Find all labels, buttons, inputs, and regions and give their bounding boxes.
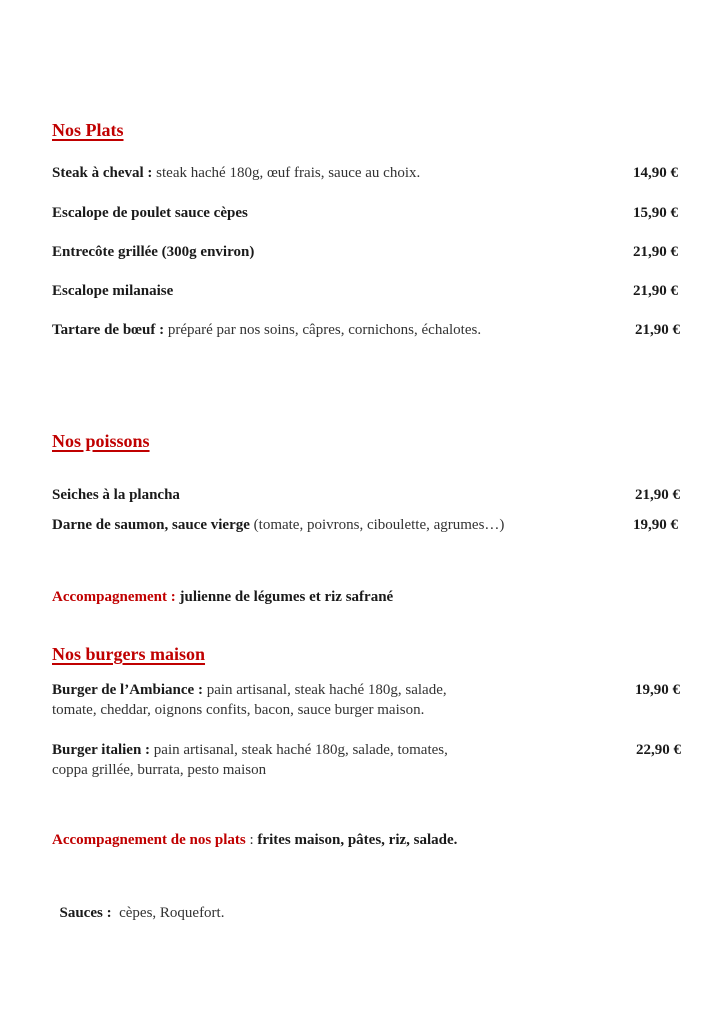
item-price: 21,90 €	[635, 487, 680, 503]
item-desc: pain artisanal, steak haché 180g, salade,	[202, 682, 447, 698]
sauces-label: Sauces :	[59, 905, 112, 921]
menu-item	[52, 740, 681, 780]
item-name: Burger de l’Ambiance :	[52, 682, 203, 698]
sides-label: Accompagnement de nos plats	[52, 832, 246, 848]
item-name: Entrecôte grillée (300g environ)	[52, 244, 255, 260]
item-price: 19,90 €	[633, 517, 678, 533]
item-name: Steak à cheval :	[52, 165, 153, 181]
menu-item	[52, 515, 678, 535]
sauces-value: cèpes, Roquefort.	[111, 905, 225, 921]
item-desc-line2: tomate, cheddar, oignons confits, bacon, sauce burger maison.	[52, 702, 425, 718]
menu-item	[52, 281, 678, 301]
menu-item	[52, 485, 680, 505]
poissons-side	[52, 587, 393, 607]
item-price: 14,90 €	[633, 165, 678, 181]
item-name: Escalope de poulet sauce cèpes	[52, 205, 248, 221]
menu-item	[52, 163, 678, 183]
item-price: 21,90 €	[633, 283, 678, 299]
sides-note	[52, 830, 457, 850]
item-name: Escalope milanaise	[52, 283, 174, 299]
side-value: julienne de légumes et riz safrané	[175, 589, 394, 605]
section-title-plats: Nos Plats	[52, 120, 124, 140]
item-desc: préparé par nos soins, câpres, cornichons, échalotes.	[164, 322, 482, 338]
item-name: Tartare de bœuf :	[52, 322, 165, 338]
menu-item	[52, 320, 680, 340]
sides-value: frites maison, pâtes, riz, salade.	[257, 832, 458, 848]
menu-item	[52, 242, 678, 262]
item-price: 21,90 €	[633, 244, 678, 260]
section-title-burgers: Nos burgers maison	[52, 644, 206, 664]
item-price: 15,90 €	[633, 205, 678, 221]
item-name: Burger italien :	[52, 742, 151, 758]
item-desc: steak haché 180g, œuf frais, sauce au choix.	[152, 165, 421, 181]
item-price: 21,90 €	[635, 322, 680, 338]
item-price: 19,90 €	[635, 682, 680, 698]
menu-item	[52, 203, 678, 223]
item-price: 22,90 €	[636, 742, 681, 758]
menu-item	[52, 680, 680, 720]
item-name: Darne de saumon, sauce vierge	[52, 517, 250, 533]
item-desc: pain artisanal, steak haché 180g, salade, tomates,	[150, 742, 448, 758]
sides-separator: :	[245, 832, 258, 848]
sauces-note	[52, 883, 224, 923]
side-label: Accompagnement :	[52, 589, 176, 605]
section-title-poissons: Nos poissons	[52, 431, 150, 451]
item-name: Seiches à la plancha	[52, 487, 180, 503]
item-desc: (tomate, poivrons, ciboulette, agrumes…)	[249, 517, 505, 533]
item-desc-line2: coppa grillée, burrata, pesto maison	[52, 762, 267, 778]
